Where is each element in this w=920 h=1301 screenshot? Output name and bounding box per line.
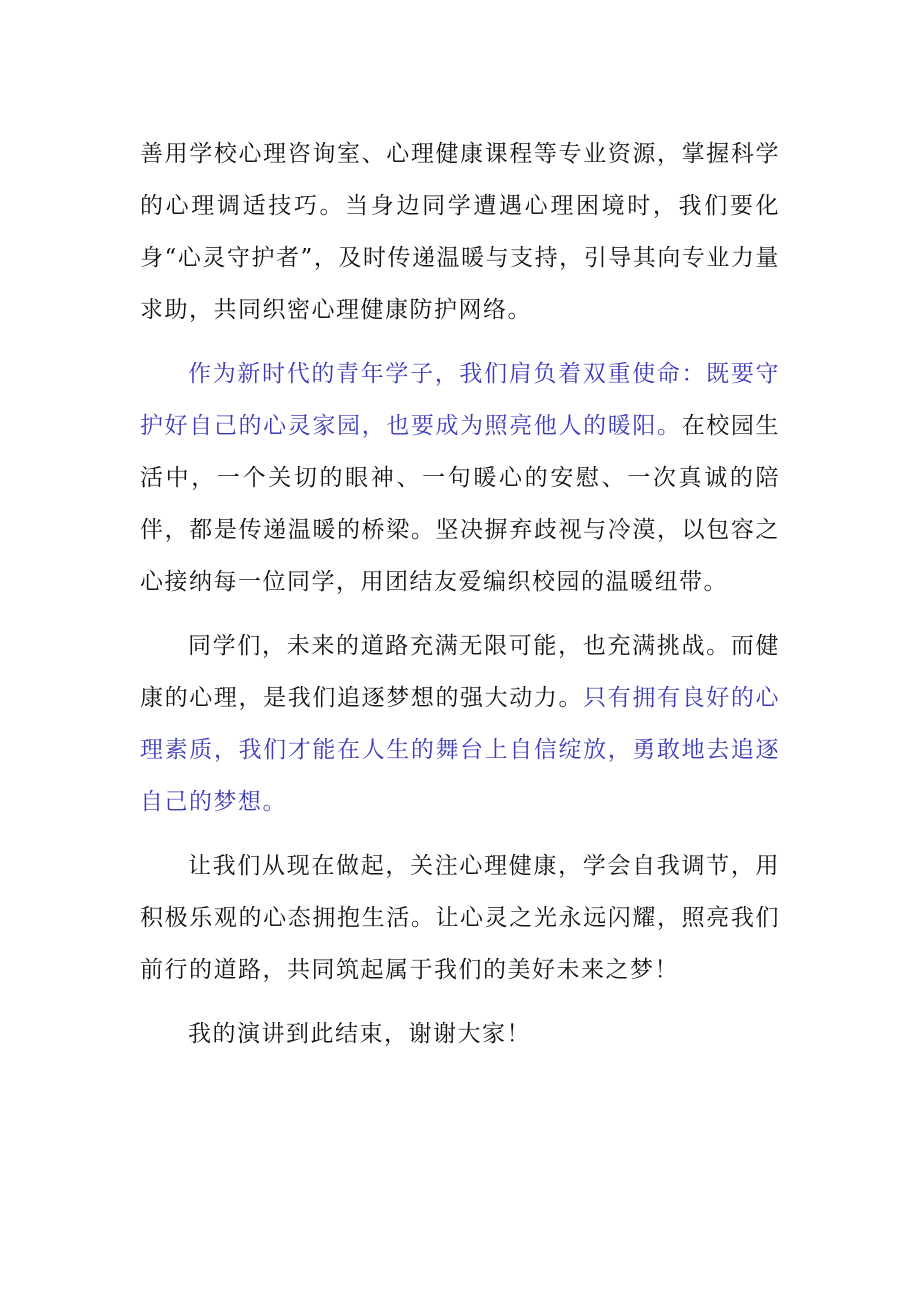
paragraph-3 xyxy=(140,620,780,828)
document-body xyxy=(140,128,780,1072)
paragraph-2-text: 在校园生活中，一个关切的眼神、一句暖心的安慰、一次真诚的陪伴，都是传递温暖的桥梁。坚决摒弃歧视与冷漠，以包容之心接纳每一位同学，用团结友爱编织校园的温暖纽带。 xyxy=(140,413,781,595)
paragraph-5-closing xyxy=(140,1008,780,1060)
paragraph-3-highlight-text: 只有拥有良好的心理素质，我们才能在人生的舞台上自信绽放，勇敢地去追逐自己的梦想。 xyxy=(140,685,781,815)
paragraph-1 xyxy=(140,128,780,336)
paragraph-4 xyxy=(140,840,780,996)
paragraph-1-text: 善用学校心理咨询室、心理健康课程等专业资源，掌握科学的心理调适技巧。当身边同学遭遇心理困境时，我们要化身“心灵守护者”，及时传递温暖与支持，引导其向专业力量求助，共同织密心理健康防护网络。 xyxy=(140,141,780,323)
paragraph-5-text: 我的演讲到此结束，谢谢大家！ xyxy=(188,1021,531,1047)
paragraph-2-highlight-text: 作为新时代的青年学子，我们肩负着双重使命：既要守护好自己的心灵家园，也要成为照亮他人的暖阳。 xyxy=(140,361,780,439)
paragraph-2 xyxy=(140,348,780,608)
paragraph-3-text: 同学们，未来的道路充满无限可能，也充满挑战。而健康的心理，是我们追逐梦想的强大动力。 xyxy=(140,633,780,711)
paragraph-4-text: 让我们从现在做起，关注心理健康，学会自我调节，用积极乐观的心态拥抱生活。让心灵之光永远闪耀，照亮我们前行的道路，共同筑起属于我们的美好未来之梦！ xyxy=(140,853,780,983)
